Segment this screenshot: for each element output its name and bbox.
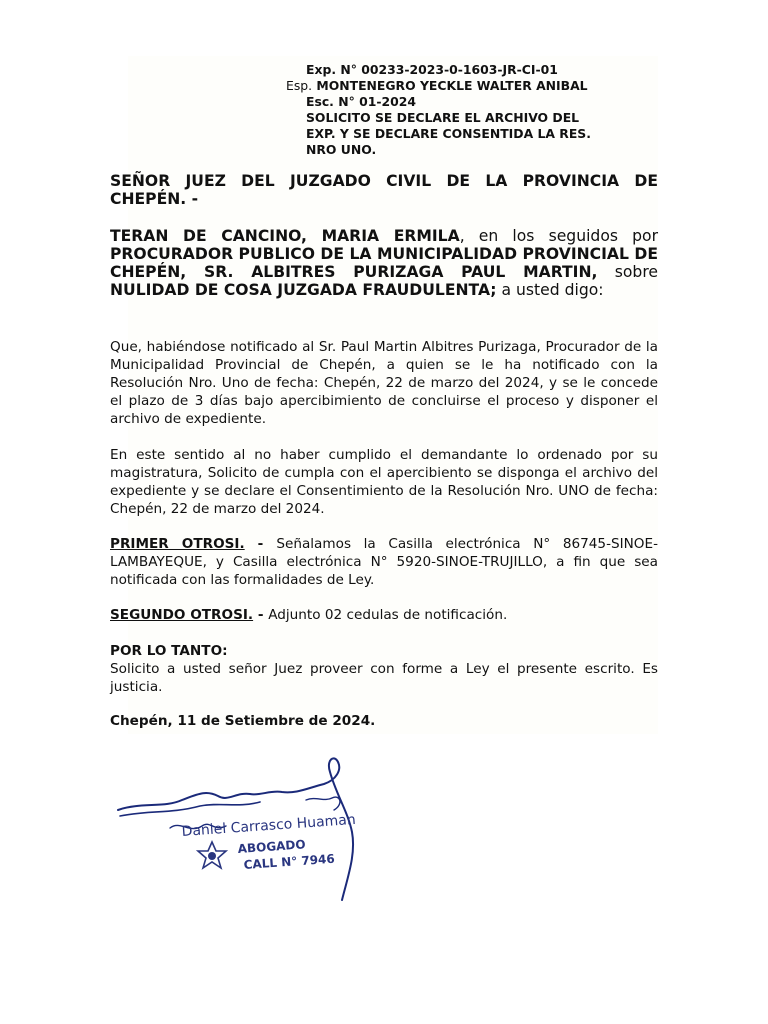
- parties-paragraph: [110, 227, 658, 299]
- signature-stroke: [306, 797, 340, 810]
- segundo-otrosi: [110, 606, 658, 624]
- signature-stroke: [120, 802, 260, 816]
- primer-otrosi-text: Señalamos la Casilla electrónica N° 86745-SINOE-LAMBAYEQUE, y Casilla electrónica N° 5920-SINOE-TRUJILLO, a fin que sea notificada con las formalidades de Ley.: [110, 536, 658, 588]
- primer-otrosi: [110, 535, 658, 589]
- parties-text-1: , en los seguidos por: [459, 227, 658, 245]
- specialist-prefix: Esp.: [286, 78, 313, 93]
- specialist-line: [286, 78, 666, 94]
- expedient-number: Exp. N° 00233-2023-0-1603-JR-CI-01: [306, 62, 558, 77]
- stamp-title: ABOGADO: [237, 837, 306, 856]
- parties-text-3: a usted digo:: [496, 281, 604, 299]
- conclusion: [110, 642, 658, 696]
- date-line: Chepén, 11 de Setiembre de 2024.: [110, 713, 376, 729]
- segundo-otrosi-dash: -: [253, 607, 269, 623]
- writ-number: Esc. N° 01-2024: [306, 94, 416, 109]
- specialist-name: MONTENEGRO YECKLE WALTER ANIBAL: [312, 78, 588, 93]
- plaintiff-name: TERAN DE CANCINO, MARIA ERMILA: [110, 227, 460, 245]
- primer-otrosi-dash: -: [244, 536, 277, 552]
- conclusion-text: Solicito a usted señor Juez proveer con forme a Ley el presente escrito. Es justicia.: [110, 661, 658, 695]
- segundo-otrosi-label: SEGUNDO OTROSI.: [110, 607, 254, 623]
- paragraph-request: En este sentido al no haber cumplido el demandante lo ordenado por su magistratura, Solicito de cumpla con el apercibiento se disponga el archivo del expediente y se declare el Consentimiento de la Resolución Nro. UNO de fecha: Chepén, 22 de marzo del 2024.: [110, 447, 658, 517]
- request-line-1: SOLICITO SE DECLARE EL ARCHIVO DEL: [306, 110, 580, 125]
- request-line-2: EXP. Y SE DECLARE CONSENTIDA LA RES.: [306, 126, 591, 141]
- paragraph-notification: Que, habiéndose notificado al Sr. Paul Martin Albitres Purizaga, Procurador de la Municipalidad Provincial de Chepén, a quien se le ha notificado con la Resolución Nro. Uno de fecha: Chepén, 22 de marzo del 2024, y se le concede el plazo de 3 días bajo apercibimiento de concluirse el proceso y disponer el archivo de expediente.: [110, 339, 658, 427]
- request-line-3: NRO UNO.: [306, 142, 377, 157]
- addressee: SEÑOR JUEZ DEL JUZGADO CIVIL DE LA PROVINCIA DE CHEPÉN. -: [110, 172, 658, 208]
- conclusion-heading: POR LO TANTO:: [110, 643, 228, 659]
- parties-text-2: sobre: [597, 263, 658, 281]
- defendant-name: PROCURADOR PUBLICO DE LA MUNICIPALIDAD PROVINCIAL DE CHEPÉN, SR. ALBITRES PURIZAGA PAUL MARTIN,: [110, 245, 658, 281]
- primer-otrosi-label: PRIMER OTROSI.: [110, 536, 245, 552]
- seal-emblem: [198, 842, 226, 868]
- case-matter: NULIDAD DE COSA JUZGADA FRAUDULENTA;: [110, 281, 497, 299]
- stamp-name: Daniel Carrasco Huaman: [181, 811, 357, 840]
- document-header: [286, 62, 666, 158]
- stamp-registration: CALL N° 7946: [243, 851, 336, 872]
- signature-stamp: [110, 750, 390, 910]
- segundo-otrosi-text: Adjunto 02 cedulas de notificación.: [268, 607, 508, 623]
